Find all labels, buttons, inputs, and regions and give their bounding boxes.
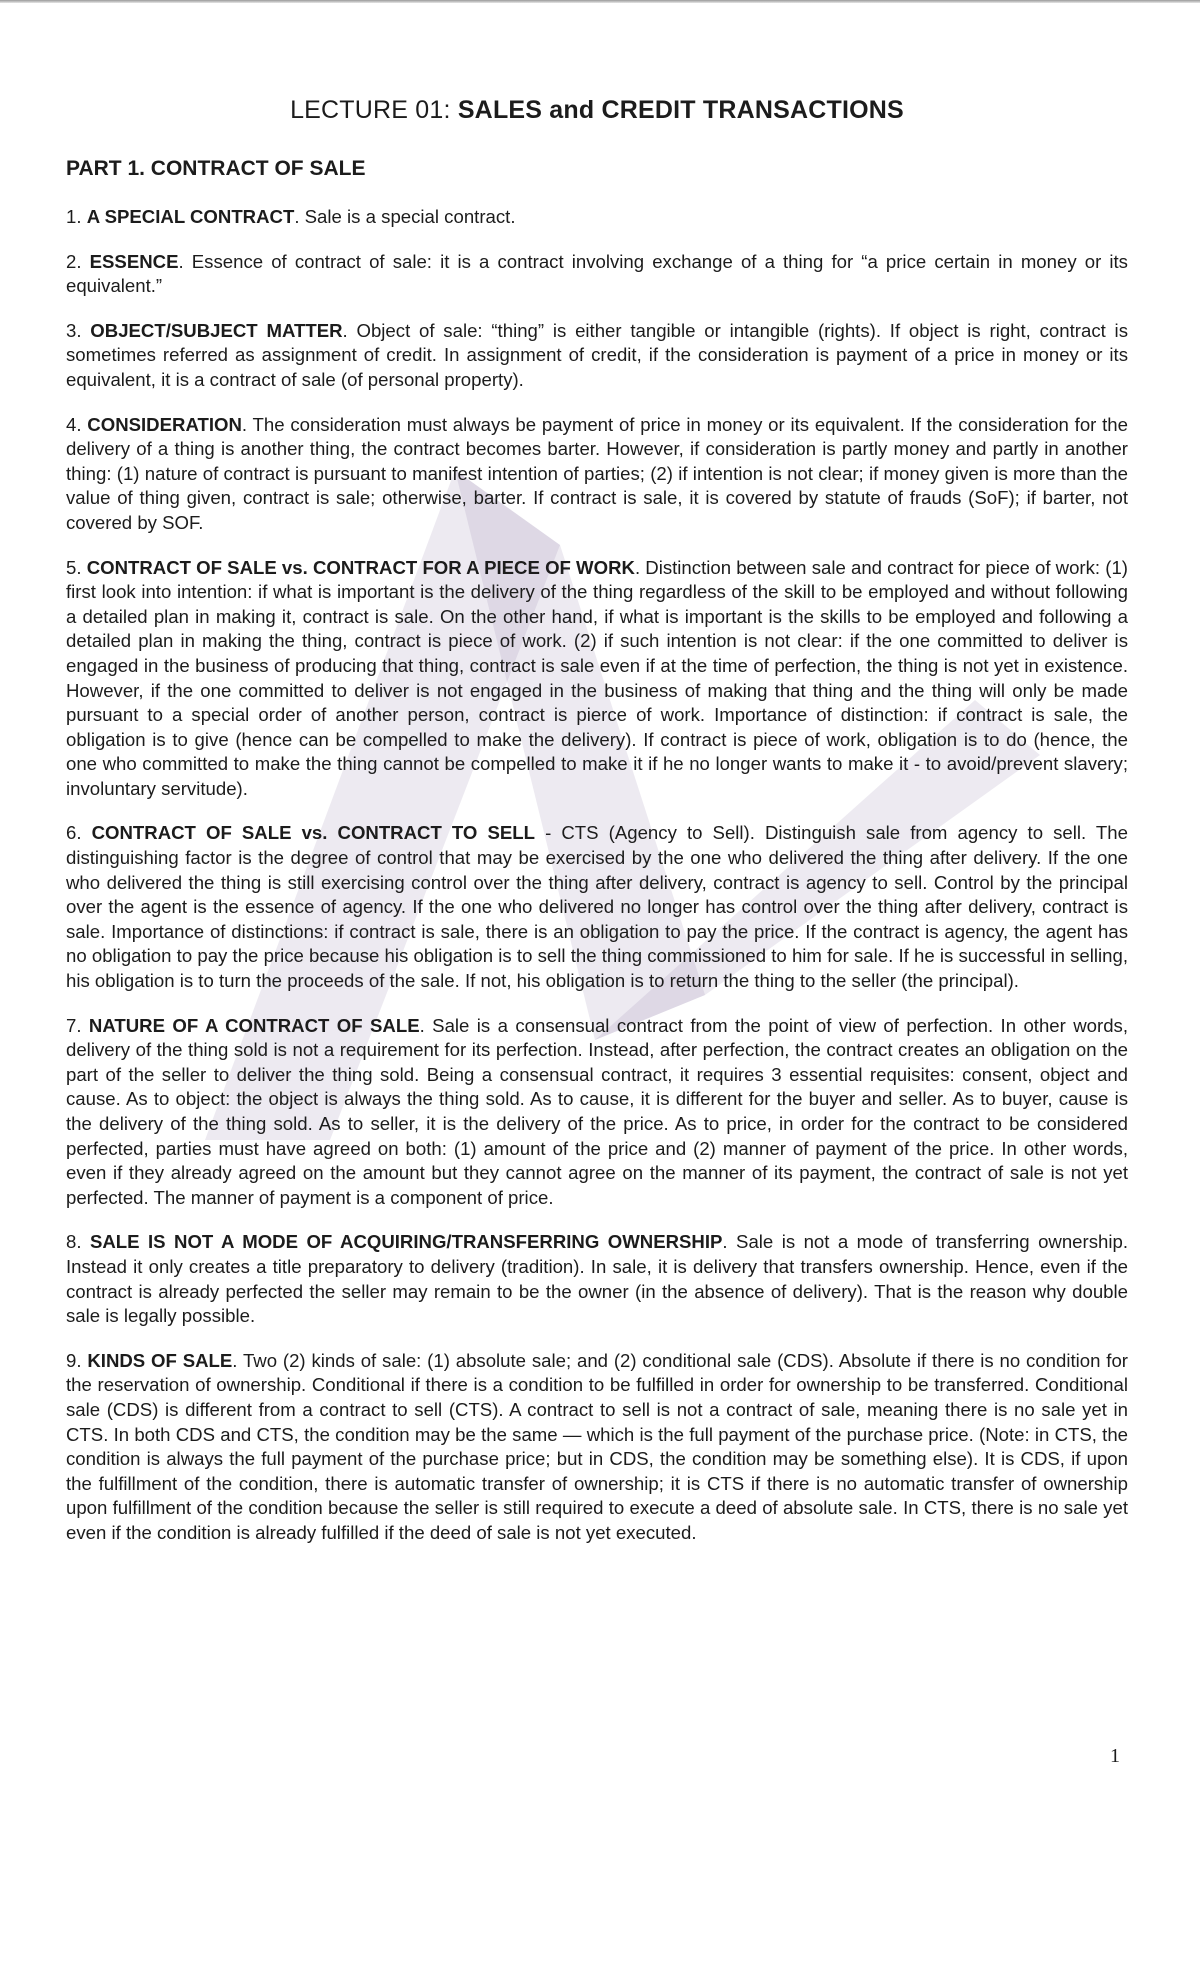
paragraph-2 xyxy=(66,250,1128,299)
paragraph-1 xyxy=(66,205,1128,230)
lecture-title-prefix: LECTURE 01: xyxy=(290,96,458,124)
paragraph-text: . Sale is not a mode of transferring ownership. Instead it only creates a title preparatory to delivery (tradition). In sale, it is delivery that transfers ownership. Hence, even if the contract is already perfected the seller may remain to be the owner (in the absence of delivery). That is the reason why double sale is legally possible. xyxy=(66,1231,1128,1327)
paragraph-number: 4. xyxy=(66,413,88,435)
document-page xyxy=(66,96,1128,1566)
paragraph-5 xyxy=(66,556,1128,802)
paragraph-number: 6. xyxy=(66,822,92,844)
scan-top-edge xyxy=(0,0,1200,3)
paragraph-heading: A SPECIAL CONTRACT xyxy=(86,206,295,227)
paragraph-heading: OBJECT/SUBJECT MATTER xyxy=(90,319,343,341)
paragraph-heading: ESSENCE xyxy=(89,250,179,272)
paragraph-text: . Two (2) kinds of sale: (1) absolute sale; and (2) conditional sale (CDS). Absolute if there is no condition for the reservation of ownership. Conditional if there is a condition to be fulfilled in order for ownership to be transferred. Conditional sale (CDS) is different from a contract to sell (CTS). A contract to sell is not a contract of sale, meaning there is no sale yet in CTS. In both CDS and CTS, the condition may be the same — which is the full payment of the purchase price. (Note: in CTS, the condition is always the full payment of the purchase price; but in CDS, the condition may be something else). It is CDS, if upon the fulfillment of the condition, there is automatic transfer of ownership; it is CTS if there is no automatic transfer of ownership upon fulfillment of the condition because the seller is still required to execute a deed of absolute sale. In CTS, there is no sale yet even if the condition is already fulfilled if the deed of sale is not yet executed. xyxy=(66,1349,1128,1543)
paragraph-number: 3. xyxy=(66,319,91,341)
paragraph-heading: NATURE OF A CONTRACT OF SALE xyxy=(88,1014,420,1036)
paragraph-number: 2. xyxy=(66,250,90,272)
paragraph-number: 5. xyxy=(66,556,87,578)
paragraph-9 xyxy=(66,1349,1128,1546)
paragraph-heading: CONSIDERATION xyxy=(87,413,242,435)
paragraph-text: . Distinction between sale and contract for piece of work: (1) first look into intention: if what is important is the delivery of the thing regardless of the skill to be employed and without following a detailed plan in making it, contract is sale. On the other hand, if what is important is the skills to be employed and following a detailed plan in making the thing, contract is piece of work. (2) if such intention is not clear: if the one committed to deliver is engaged in the business of producing that thing, contract is sale even if at the time of perfection, the thing is not yet in existence. However, if the one committed to deliver is not engaged in the business of making that thing and the thing will only be made pursuant to a special order of another person, contract is pierce of work. Importance of distinction: if contract is sale, the obligation is to give (hence can be compelled to make the delivery). If contract is piece of work, obligation is to do (hence, the one who committed to make the thing cannot be compelled to make it if he no longer wants to make it - to avoid/prevent slavery; involuntary servitude). xyxy=(66,556,1128,799)
paragraph-heading: CONTRACT OF SALE vs. CONTRACT FOR A PIECE OF WORK xyxy=(86,556,635,578)
paragraph-heading: SALE IS NOT A MODE OF ACQUIRING/TRANSFERRING OWNERSHIP xyxy=(89,1231,723,1253)
paragraph-7 xyxy=(66,1014,1128,1211)
lecture-title xyxy=(66,96,1128,125)
paragraph-number: 9. xyxy=(66,1349,88,1371)
paragraph-text: . Object of sale: “thing” is either tangible or intangible (rights). If object is right, contract is sometimes referred as assignment of credit. In assignment of credit, if the consideration is payment of a price in money or its equivalent, it is a contract of sale (of personal property). xyxy=(66,319,1128,390)
paragraph-4 xyxy=(66,413,1128,536)
paragraph-text: . Sale is a special contract. xyxy=(294,206,516,227)
paragraph-3 xyxy=(66,319,1128,393)
paragraph-8 xyxy=(66,1230,1128,1328)
paragraph-text: . The consideration must always be payment of price in money or its equivalent. If the consideration for the delivery of a thing is another thing, the contract becomes barter. However, if consideration is partly money and partly in another thing: (1) nature of contract is pursuant to manifest intention of parties; (2) if intention is not clear; if money given is more than the value of thing given, contract is sale; otherwise, barter. If contract is sale, it is covered by statute of frauds (SoF); if barter, not covered by SOF. xyxy=(66,413,1128,533)
paragraph-heading: KINDS OF SALE xyxy=(87,1349,233,1371)
paragraph-text: . Sale is a consensual contract from the point of view of perfection. In other words, delivery of the thing sold is not a requirement for its perfection. Instead, after perfection, the contract creates an obligation on the part of the seller to deliver the thing sold. Being a consensual contract, it requires 3 essential requisites: consent, object and cause. As to object: the object is always the thing sold. As to cause, it is different for the buyer and seller. As to buyer, cause is the delivery of the thing sold. As to seller, it is the delivery of the price. As to price, in order for the contract to be considered perfected, parties must have agreed on both: (1) amount of the price and (2) manner of payment of the price. In other words, even if they already agreed on the amount but they cannot agree on the manner of its payment, the contract of sale is not yet perfected. The manner of payment is a component of price. xyxy=(66,1014,1128,1208)
paragraph-6 xyxy=(66,821,1128,993)
paragraph-number: 7. xyxy=(66,1014,89,1036)
part-heading: PART 1. CONTRACT OF SALE xyxy=(66,157,366,180)
paragraph-heading: CONTRACT OF SALE vs. CONTRACT TO SELL xyxy=(91,822,536,844)
paragraph-number: 1. xyxy=(66,206,87,227)
paragraph-text: - CTS (Agency to Sell). Distinguish sale from agency to sell. The distinguishing factor is the degree of control that may be exercised by the one who delivered the thing after delivery. If the one who delivered the thing is still exercising control over the thing after delivery, contract is agency to sell. Control by the principal over the agent is the essence of agency. If the one who delivered no longer has control over the thing after delivery, contract is sale. Importance of distinctions: if contract is sale, there is an obligation to pay the price. If the contract is agency, the agent has no obligation to pay the price because his obligation is to sell the thing commissioned to him for sale. If he is successful in selling, his obligation is to turn the proceeds of the sale. If not, his obligation is to return the thing to the seller (the principal). xyxy=(66,822,1128,992)
lecture-title-main: SALES and CREDIT TRANSACTIONS xyxy=(457,96,904,124)
paragraph-text: . Essence of contract of sale: it is a contract involving exchange of a thing for “a price certain in money or its equivalent.” xyxy=(66,250,1128,297)
page-number: 1 xyxy=(1110,1745,1120,1767)
paragraph-number: 8. xyxy=(66,1231,90,1253)
